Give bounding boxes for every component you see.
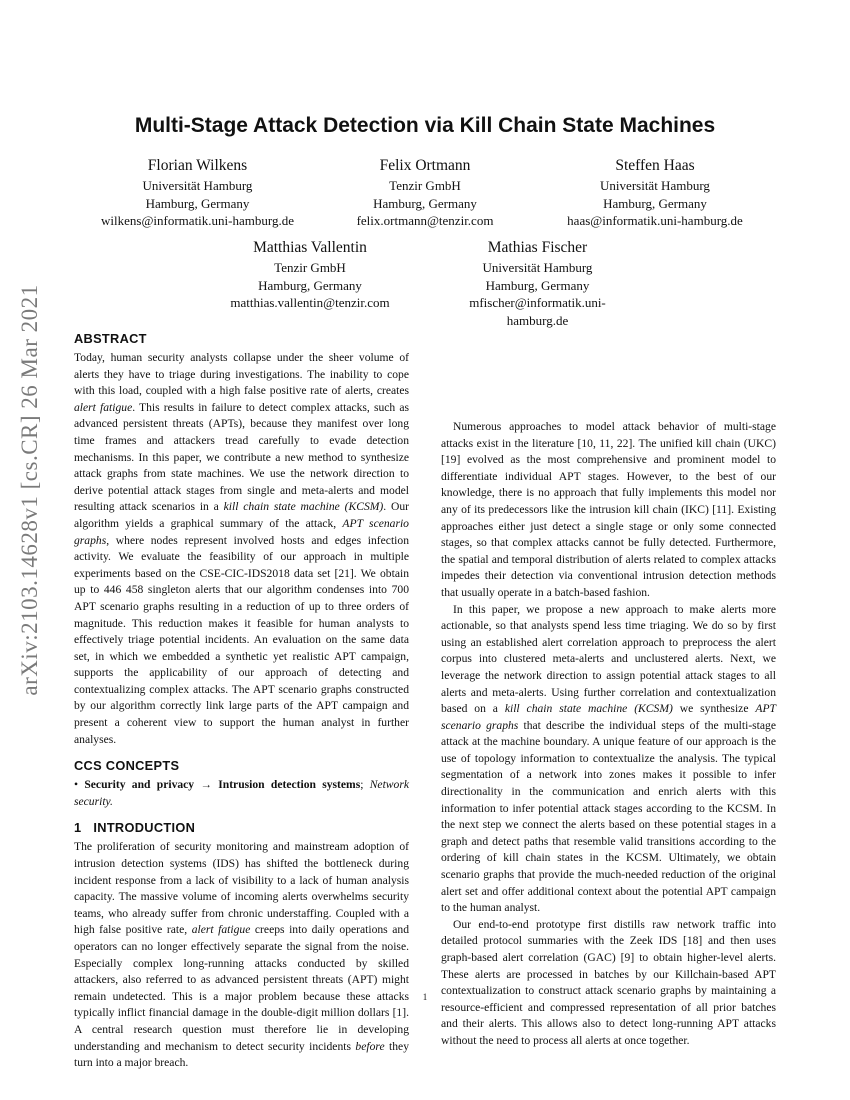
author-affiliation: Universität Hamburg (600, 178, 710, 193)
intro-paragraph-2: Numerous approaches to model attack behavior of multi-stage attacks exist in the literature [10, 11, 22]. The unified kill chain (UKC) [19] evolved as the most comprehensive and prominent model to differentiate individual APT stages. However, to the best of our knowledge, there is no approach that fully implements this model nor any of its predecessors like the intrusion kill chain (IKC) [11]. Existing approaches either just detect a single stage or only some connected stages, so that complex attacks cannot be fully detected. Furthermore, the spatial and temporal distribution of alerts related to complex attacks impedes their detection via conventional intrusion detection methods that usually operate in a batch-based fashion. (441, 420, 776, 599)
intro-paragraph-1: The proliferation of security monitoring and mainstream adoption of intrusion detection systems (IDS) has shifted the bottleneck during incident response from a lack of visibility to a lack of human analysis capacity. The massive volume of incoming alerts overwhelms security teams, who already suffer from chronic understaffing. Coupled with a high false positive rate, alert fatigue creeps into daily operations and operators can no longer effectively separate the signal from the noise. Especially complex long-running attacks conducted by skilled attackers, also referred to as advanced persistent threats (APT) might remain undetected. This is a major problem because these attacks typically inflict financial damage in the double-digit million dollars [1]. A central research question must therefore lie in developing understanding and mechanism to detect security incidents before they turn into a major breach. (74, 840, 409, 1070)
author-block (210, 238, 410, 312)
left-column (74, 331, 409, 1072)
author-name: Steffen Haas (615, 157, 695, 174)
introduction-heading (74, 820, 409, 836)
author-affiliation: Universität Hamburg (142, 178, 253, 193)
ccs-concepts-text: • Security and privacy → Intrusion detection systems; Network security. (74, 778, 409, 808)
author-name: Matthias Vallentin (253, 239, 367, 256)
author-email: mfischer@informatik.uni-hamburg.de (469, 295, 606, 328)
author-location: Hamburg, Germany (373, 195, 477, 211)
author-location: Hamburg, Germany (145, 195, 250, 211)
intro-paragraph-3: In this paper, we propose a new approach to make alerts more actionable, so that analysts spend less time triaging. We do so by first using an established alert correlation approach to preprocess the alert corpus into clustered meta-alerts and unclustered alerts. Next, we leverage the network direction to assign potential attack stages to all alerts and meta-alerts. Using further correlation and contextualization based on a kill chain state machine (KCSM) we synthesize APT scenario graphs that describe the individual steps of the multi-stage attack at the machine boundary. A unique feature of our approach is the use of topology information to contextualize the analysis. The typical segmentation of a network into zones makes it possible to infer directionality in the communication and enrich alerts with this information to infer potential attack stages according to the KCSM. In the next step we connect the alerts based on these potential stages in a graph and detect paths that resemble valid transitions according to the ordering of kill chain states in the KCSM. Ultimately, we obtain scenario graphs that provide the much-needed reduction of the original alert set and offer additional context about the potential APT campaign to the human analyst. (441, 602, 776, 915)
author-name: Florian Wilkens (147, 157, 248, 174)
author-name: Felix Ortmann (379, 157, 471, 174)
section-number: 1 (74, 820, 82, 836)
paper-title: Multi-Stage Attack Detection via Kill Chain State Machines (134, 114, 716, 137)
author-affiliation: Tenzir GmbH (389, 178, 461, 193)
author-block (535, 156, 775, 230)
author-location: Hamburg, Germany (603, 195, 707, 211)
author-name: Mathias Fischer (487, 239, 588, 256)
author-location: Hamburg, Germany (485, 277, 590, 293)
author-location: Hamburg, Germany (258, 277, 362, 293)
author-email: felix.ortmann@tenzir.com (356, 213, 494, 228)
author-block (455, 238, 620, 329)
abstract-heading: ABSTRACT (74, 331, 147, 346)
author-email: haas@informatik.uni-hamburg.de (567, 213, 743, 228)
intro-paragraph-4: Our end-to-end prototype first distills raw network traffic into detailed protocol summaries with the Zeek IDS [18] and then uses graph-based alert correlation (GAC) [9] to obtain higher-level alerts. These alerts are processed in batches by our Killchain-based APT contextualization to construct attack scenario graphs by maintaining a resource-efficient and compressed representation of all prior batches and their alerts. This allows also to detect long-running APT attacks without the need to process all alerts at once together. (441, 917, 776, 1047)
author-block (320, 156, 530, 230)
author-block (75, 156, 320, 230)
author-email: wilkens@informatik.uni-hamburg.de (101, 213, 294, 228)
ccs-concepts-heading: CCS CONCEPTS (74, 758, 180, 774)
arxiv-identifier (0, 284, 60, 696)
right-column (441, 333, 776, 1050)
author-affiliation: Universität Hamburg (482, 260, 593, 275)
arxiv-identifier-text: arXiv:2103.14628v1 [cs.CR] 26 Mar 2021 (17, 284, 42, 696)
section-title: INTRODUCTION (93, 820, 196, 836)
column-continuation-spacer (441, 333, 776, 419)
page-number: 1 (422, 992, 428, 1002)
author-email: matthias.vallentin@tenzir.com (230, 295, 390, 310)
author-affiliation: Tenzir GmbH (274, 260, 346, 275)
abstract-text: Today, human security analysts collapse under the sheer volume of alerts they have to triage during investigations. The inability to cope with this load, coupled with a high false positive rate of alerts, creates alert fatigue. This results in failure to detect complex attacks, such as advanced persistent threats (APTs), because they manifest over long time frames and attackers tread carefully to evade detection mechanisms. In this paper, we contribute a new method to synthesize attack graphs from state machines. We use the network direction to derive potential attack stages from single and meta-alerts and model resulting attack scenarios in a kill chain state machine (KCSM). Our algorithm yields a graphical summary of the attack, APT scenario graphs, where nodes represent involved hosts and edges infection activity. We evaluate the feasibility of our approach in multiple experiments based on the CSE-CIC-IDS2018 data set [21]. We obtain up to 446 458 singleton alerts that our algorithm condenses into 700 APT scenario graphs resulting in a reduction of up to three orders of magnitude. This reduction makes it feasible for human analysts to effectively triage potential incidents. An evaluation on the same data set, in which we embedded a synthetic yet realistic APT campaign, supports the applicability of our approach of detecting and contextualizing complex attacks. The APT scenario graphs constructed by our algorithm correctly link large parts of the APT campaign and present a coherent view to support the human analyst in further analyses. (74, 351, 410, 746)
